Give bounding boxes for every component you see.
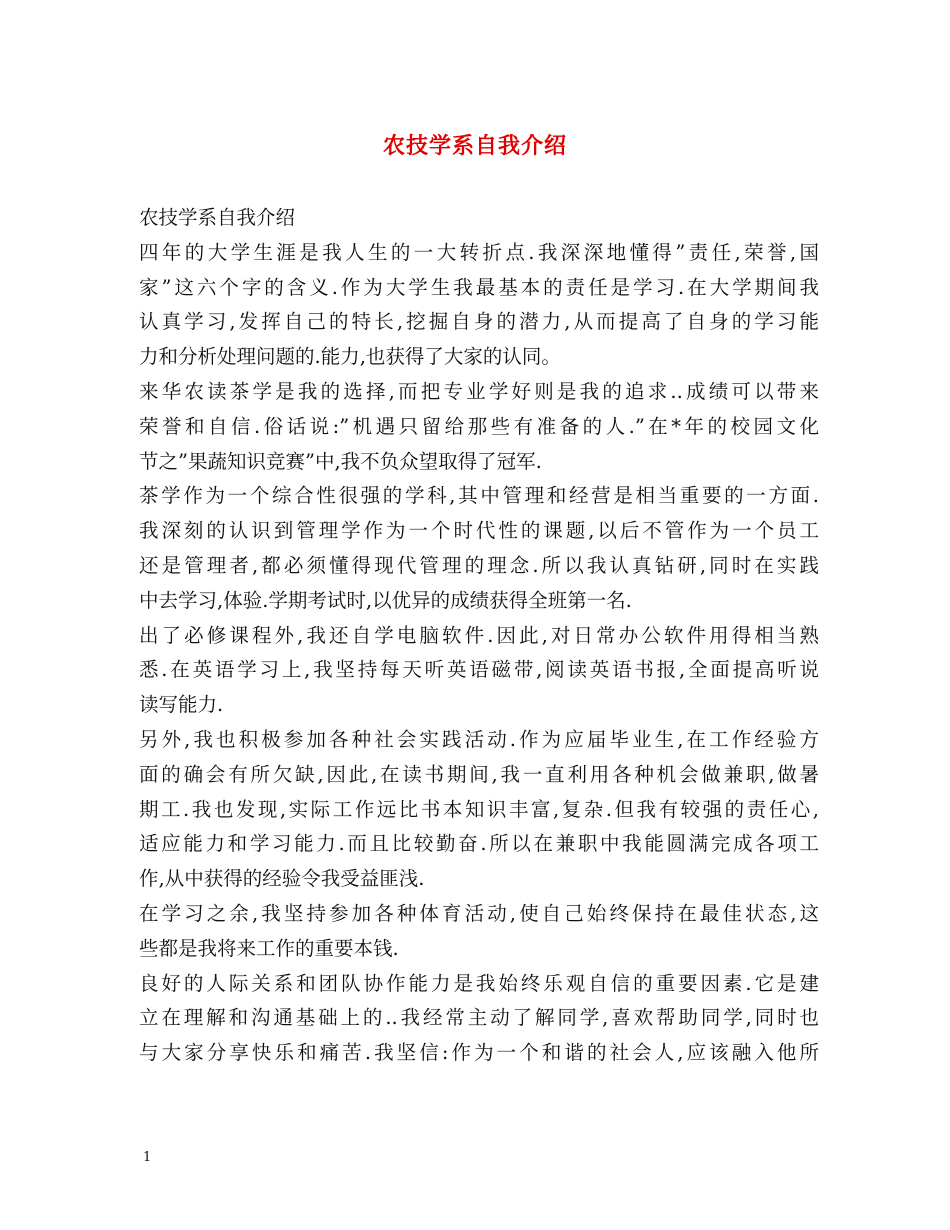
text-line: 荣誉和自信.俗话说:”机遇只留给那些有准备的人.”在*年的校园文化 [139,414,819,438]
text-line: 与大家分享快乐和痛苦.我坚信:作为一个和谐的社会人,应该融入他所 [139,1041,819,1065]
text-line: 节之”果蔬知识竞赛”中,我不负众望取得了冠军. [139,449,542,473]
text-line: 良好的人际关系和团队协作能力是我始终乐观自信的重要因素.它是建 [139,971,819,995]
text-line: 些都是我将来工作的重要本钱. [139,936,399,960]
text-line: 中去学习,体验.学期考试时,以优异的成绩获得全班第一名. [139,588,632,612]
text-line: 作,从中获得的经验令我受益匪浅. [139,867,425,891]
text-line: 立在理解和沟通基础上的..我经常主动了解同学,喜欢帮助同学,同时也 [139,1006,819,1030]
document-body [139,201,819,1071]
text-line: 还是管理者,都必须懂得现代管理的理念.所以我认真钻研,同时在实践 [139,553,819,577]
text-line: 在学习之余,我坚持参加各种体育活动,使自己始终保持在最佳状态,这 [139,901,819,925]
page-title: 农技学系自我介绍 [382,133,567,159]
text-line: 我深刻的认识到管理学作为一个时代性的课题,以后不管作为一个员工 [139,519,819,543]
text-line: 适应能力和学习能力.而且比较勤奋.所以在兼职中我能圆满完成各项工 [139,832,819,856]
text-line: 面的确会有所欠缺,因此,在读书期间,我一直利用各种机会做兼职,做暑 [139,762,819,786]
text-line: 认真学习,发挥自己的特长,挖掘自身的潜力,从而提高了自身的学习能 [139,310,819,334]
text-line: 出了必修课程外,我还自学电脑软件.因此,对日常办公软件用得相当熟 [139,623,819,647]
text-line: 另外,我也积极参加各种社会实践活动.作为应届毕业生,在工作经验方 [139,727,819,751]
text-line: 悉.在英语学习上,我坚持每天听英语磁带,阅读英语书报,全面提高听说 [139,658,819,682]
text-line: 来华农读茶学是我的选择,而把专业学好则是我的追求..成绩可以带来 [139,379,819,403]
text-line: 农技学系自我介绍 [139,206,296,229]
page-number: 1 [143,1150,152,1165]
text-line: 茶学作为一个综合性很强的学科,其中管理和经营是相当重要的一方面. [139,484,819,508]
text-line: 四年的大学生涯是我人生的一大转折点.我深深地懂得”责任,荣誉,国 [139,240,819,264]
text-line: 期工.我也发现,实际工作远比书本知识丰富,复杂.但我有较强的责任心, [139,797,819,821]
text-line: 力和分析处理问题的.能力,也获得了大家的认同。 [139,345,561,369]
text-line: 读写能力. [139,693,224,717]
text-line: 家”这六个字的含义.作为大学生我最基本的责任是学习.在大学期间我 [139,275,819,299]
